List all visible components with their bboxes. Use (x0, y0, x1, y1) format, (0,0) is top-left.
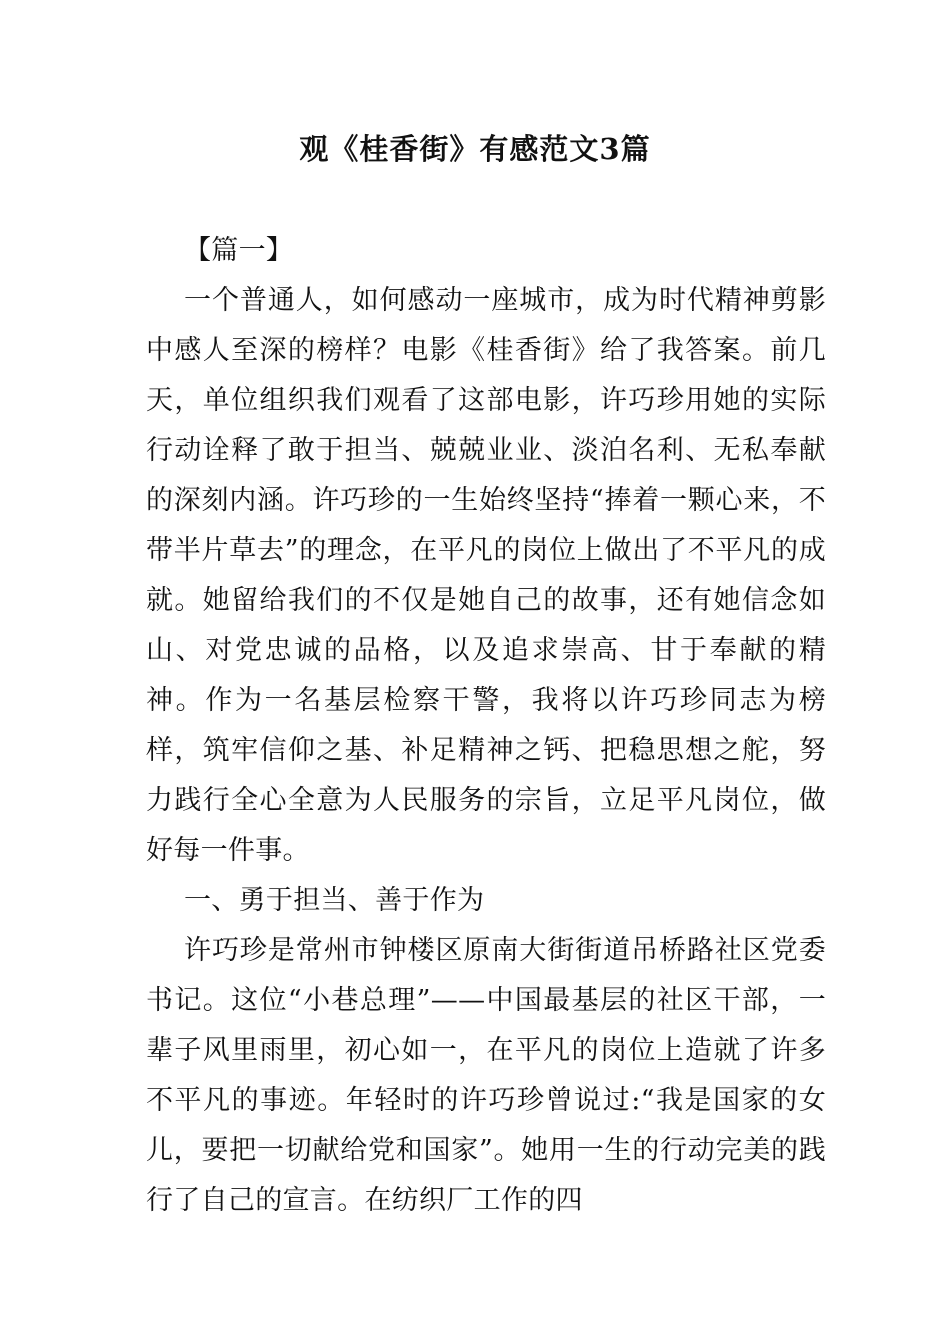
paragraph-intro: 一个普通人，如何感动一座城市，成为时代精神剪影中感人至深的榜样？电影《桂香街》给了我答案。前几天，单位组织我们观看了这部电影，许巧珍用她的实际行动诠释了敢于担当、兢兢业业、淡泊名利、无私奉献的深刻内涵。许巧珍的一生始终坚持“捧着一颗心来，不带半片草去”的理念，在平凡的岗位上做出了不平凡的成就。她留给我们的不仅是她自己的故事，还有她信念如山、对党忠诚的品格，以及追求崇高、甘于奉献的精神。作为一名基层检察干警，我将以许巧珍同志为榜样，筑牢信仰之基、补足精神之钙、把稳思想之舵，努力践行全心全意为人民服务的宗旨，立足平凡岗位，做好每一件事。 (146, 285, 826, 866)
document-title: 观《桂香街》有感范文3篇 (299, 132, 651, 166)
section-heading: 一、勇于担当、善于作为 (184, 885, 485, 916)
document-body (146, 226, 826, 1226)
paragraph-body: 许巧珍是常州市钟楼区原南大街街道吊桥路社区党委书记。这位“小巷总理”——中国最基层的社区干部，一辈子风里雨里，初心如一，在平凡的岗位上造就了许多不平凡的事迹。年轻时的许巧珍曾说过:“我是国家的女儿，要把一切献给党和国家”。她用一生的行动完美的践行了自己的宣言。在纺织厂工作的四 (146, 935, 826, 1216)
section-label: 【篇一】 (184, 235, 294, 266)
